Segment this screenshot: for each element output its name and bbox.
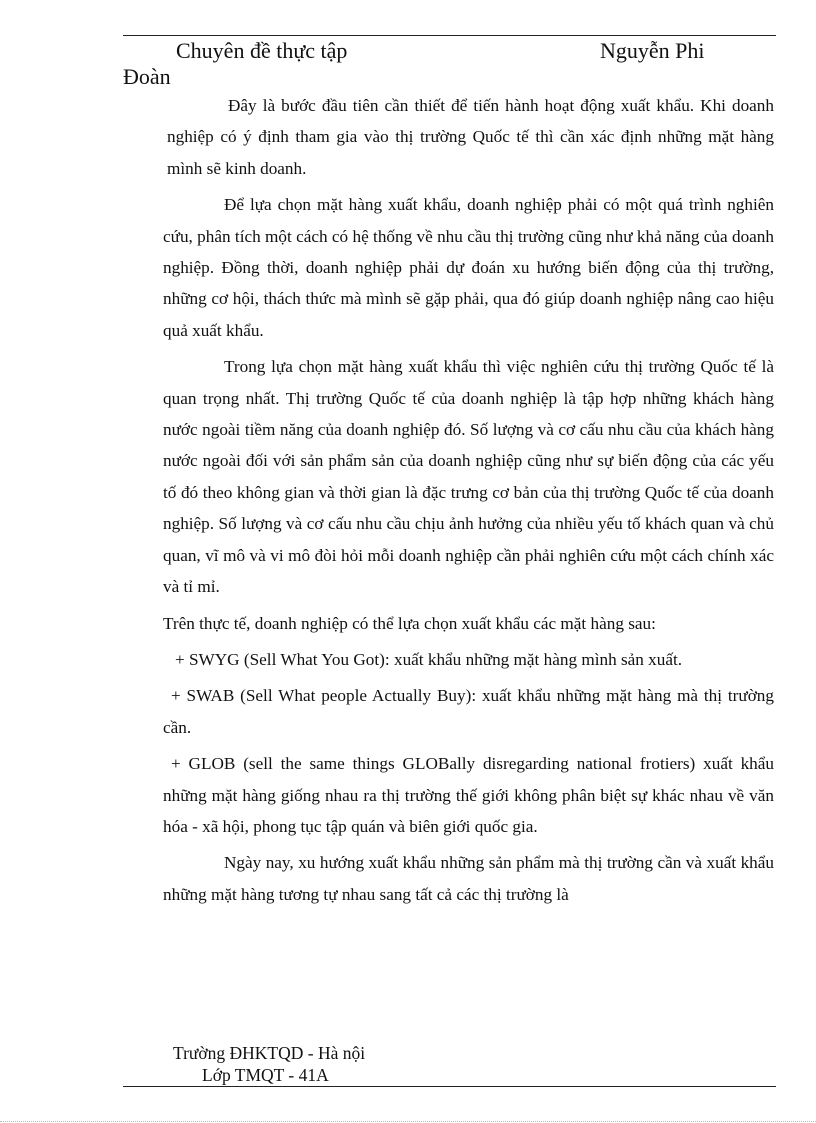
page-bottom-divider [0, 1121, 816, 1122]
header-rule [123, 35, 776, 36]
paragraph: Ngày nay, xu hướng xuất khẩu những sản phẩm mà thị trường cần và xuất khẩu những mặt hàng tương tự nhau sang tất cả các thị trường là [163, 853, 774, 904]
paragraph: Trong lựa chọn mặt hàng xuất khẩu thì việc nghiên cứu thị trường Quốc tế là quan trọng nhất. Thị trường Quốc tế của doanh nghiệp là tập hợp những khách hàng nước ngoài tiềm năng của doanh nghiệp đó. Số lượng và cơ cấu nhu cầu của khách hàng nước ngoài đối với sản phẩm sản của doanh nghiệp cũng như sự biến động của các yếu tố đó theo không gian và thời gian là đặc trưng cơ bản của thị trường Quốc tế của doanh nghiệp. Số lượng và cơ cấu nhu cầu chịu ảnh hưởng của nhiều yếu tố khách quan và chủ quan, vĩ mô và vi mô đòi hỏi mỗi doanh nghiệp cần phải nghiên cứu một cách chính xác và tỉ mỉ. [163, 357, 774, 597]
header-title: Chuyên đề thực tập [176, 38, 348, 63]
paragraph: Đây là bước đầu tiên cần thiết để tiến hành hoạt động xuất khẩu. Khi doanh nghiệp có ý định tham gia vào thị trường Quốc tế thì cần xác định những mặt hàng mình sẽ kinh doanh. [167, 96, 774, 178]
footer-rule [123, 1086, 776, 1087]
header-author: Nguyễn Phi [600, 38, 705, 63]
paragraph: Trên thực tế, doanh nghiệp có thể lựa chọn xuất khẩu các mặt hàng sau: [163, 613, 656, 633]
header-author-wrap: Đoàn [123, 64, 171, 89]
paragraph: Để lựa chọn mặt hàng xuất khẩu, doanh nghiệp phải có một quá trình nghiên cứu, phân tích một cách có hệ thống về nhu cầu thị trường cũng như khả năng của doanh nghiệp. Đồng thời, doanh nghiệp phải dự đoán xu hướng biến động của thị trường, những cơ hội, thách thức mà mình sẽ gặp phải, qua đó giúp doanh nghiệp nâng cao hiệu quả xuất khẩu. [163, 195, 774, 340]
list-item-swab: + SWAB (Sell What people Actually Buy): xuất khẩu những mặt hàng mà thị trường cần. [163, 686, 774, 737]
list-item-swyg: + SWYG (Sell What You Got): xuất khẩu những mặt hàng mình sản xuất. [175, 649, 683, 669]
footer-class: Lớp TMQT - 41A [202, 1065, 329, 1085]
list-item-glob: + GLOB (sell the same things GLOBally disregarding national frotiers) xuất khẩu những mặt hàng giống nhau ra thị trường thế giới không phân biệt sự khác nhau về văn hóa - xã hội, phong tục tập quán và biên giới quốc gia. [163, 754, 774, 836]
document-body [163, 90, 774, 915]
footer-school: Trường ĐHKTQD - Hà nội [173, 1043, 366, 1063]
